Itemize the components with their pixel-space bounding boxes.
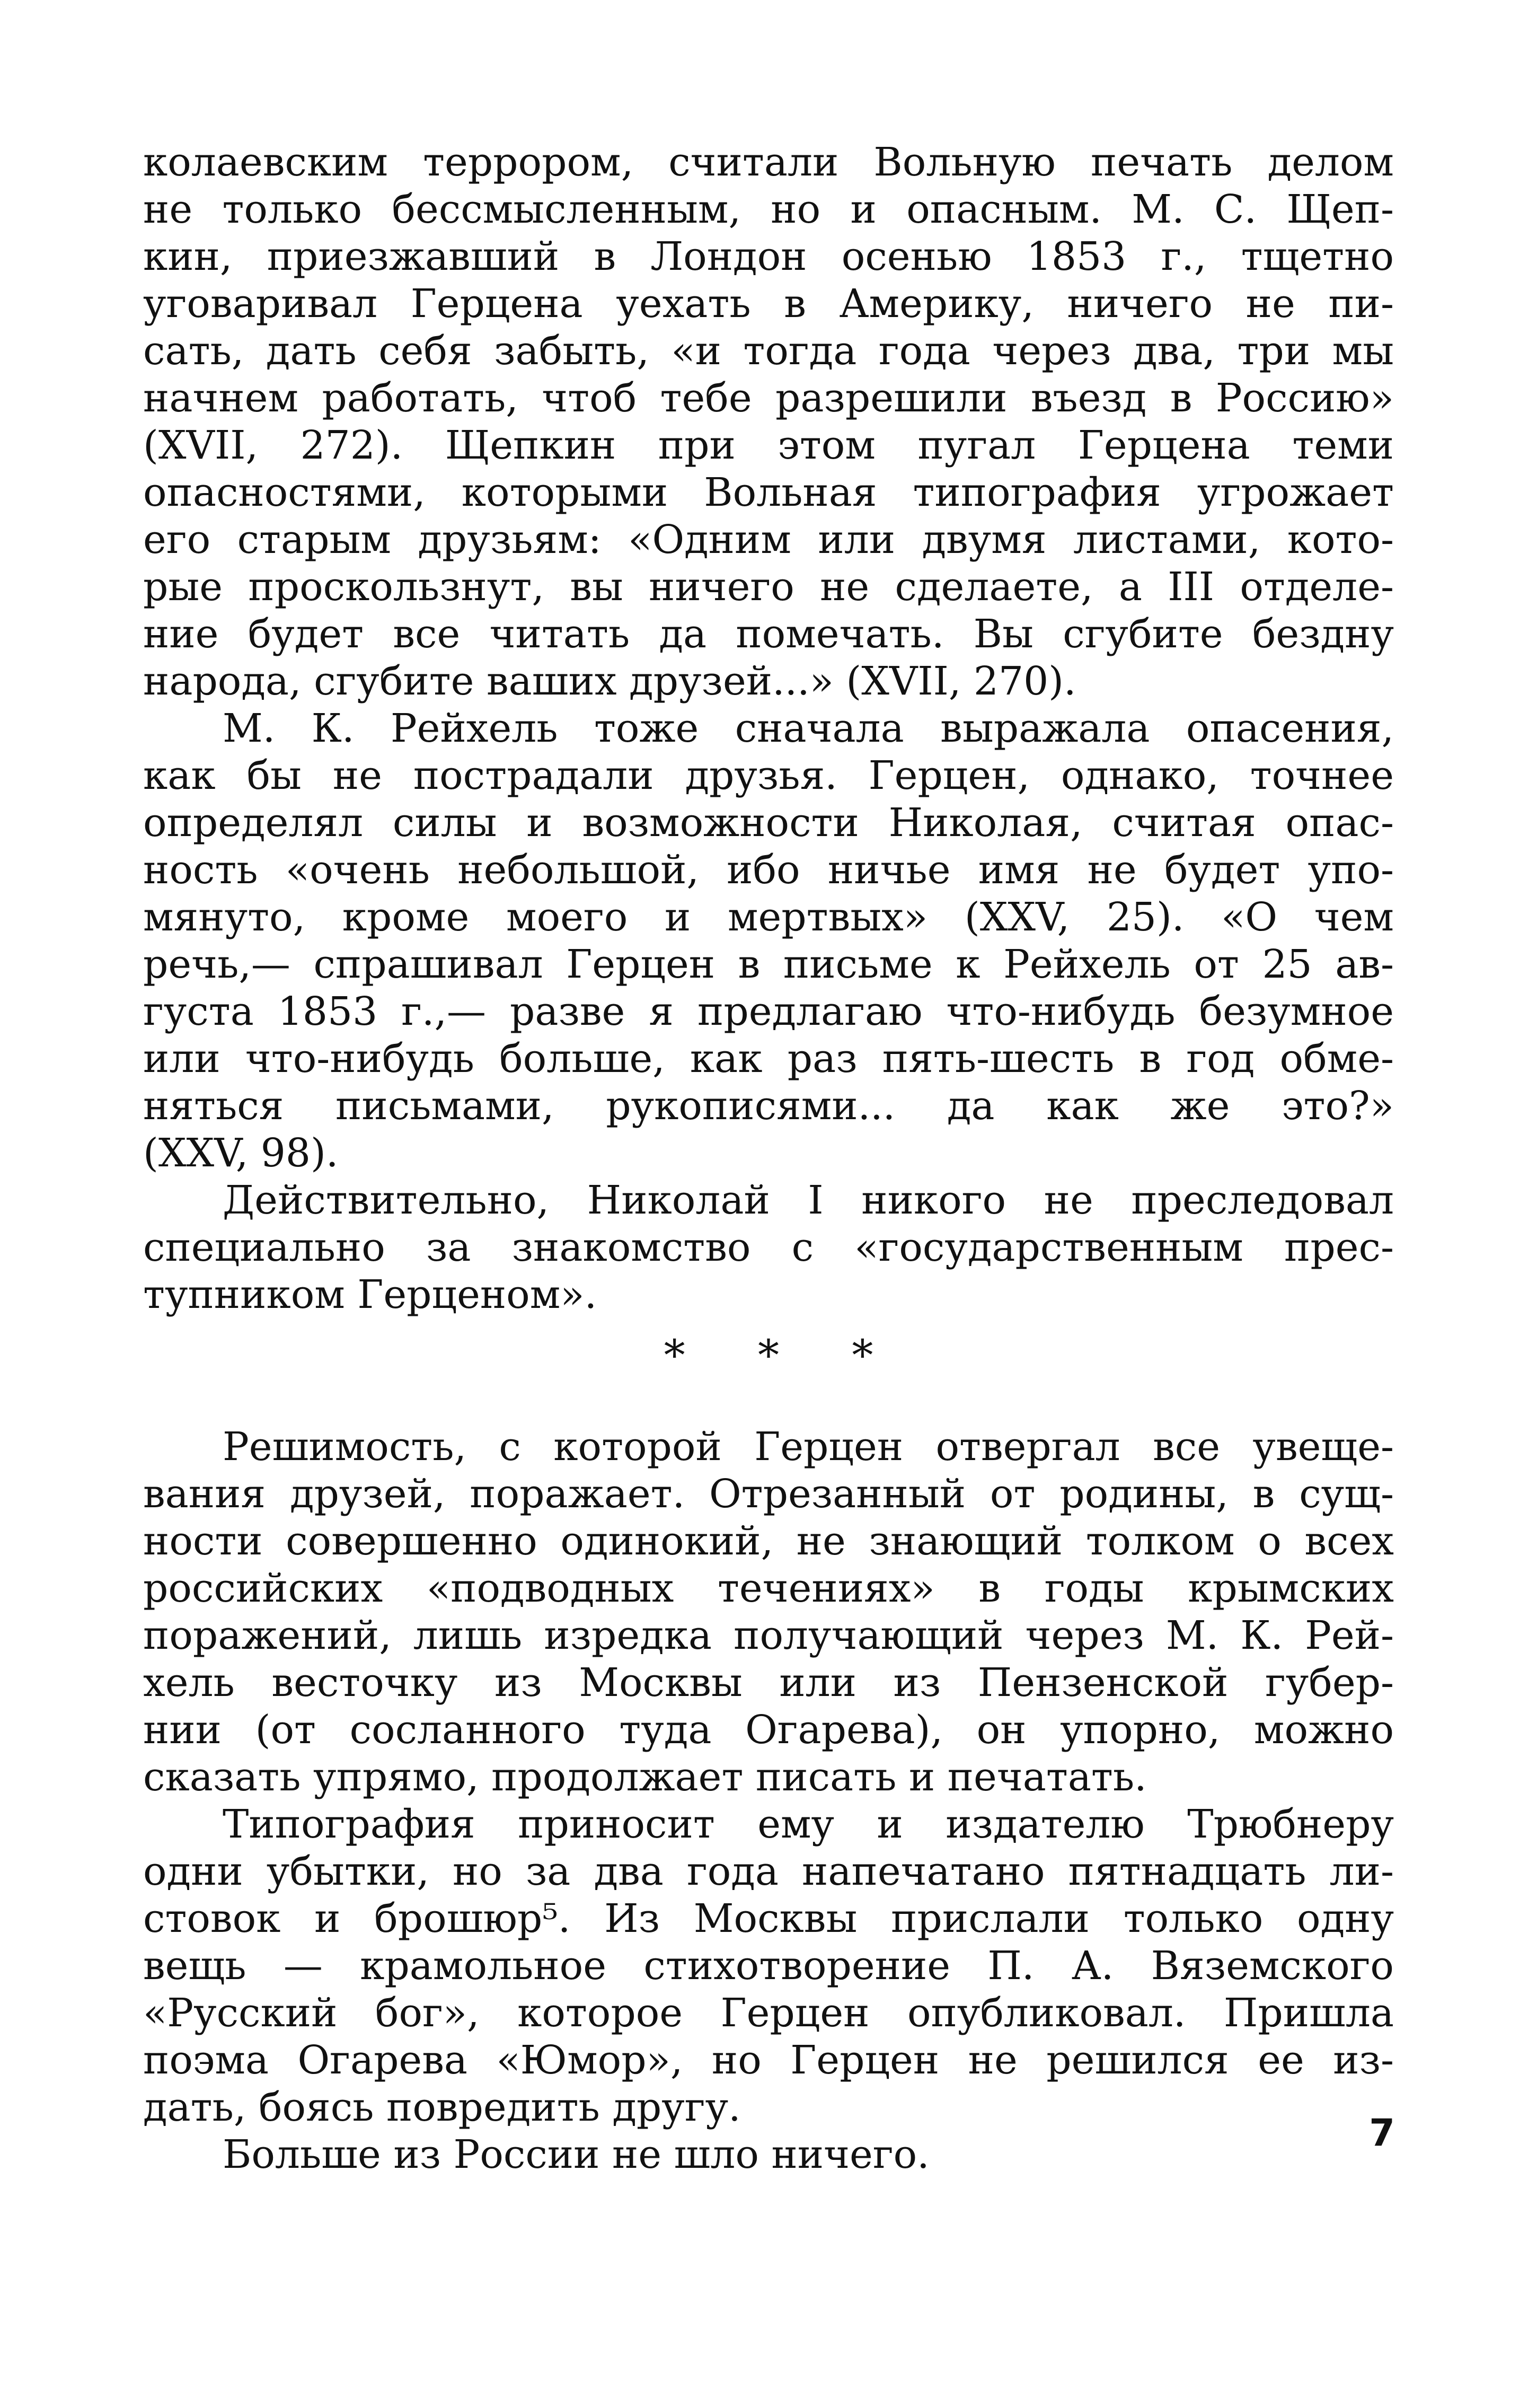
section-separator: * * * xyxy=(664,1331,903,1380)
text-line: специально за знакомство с «государственным прес- xyxy=(143,1225,1394,1270)
text-line: вания друзей, поражает. Отрезанный от родины, в сущ- xyxy=(143,1471,1394,1517)
text-line: одни убытки, но за два года напечатано пятнадцать ли- xyxy=(143,1849,1394,1894)
text-line: нии (от сосланного туда Огарева), он упорно, можно xyxy=(143,1707,1394,1753)
text-line: стовок и брошюр⁵. Из Москвы прислали только одну xyxy=(143,1896,1394,1941)
text-line: хель весточку из Москвы или из Пензенской губер- xyxy=(143,1660,1394,1706)
text-line: уговаривал Герцена уехать в Америку, ничего не пи- xyxy=(143,281,1394,327)
text-line: ние будет все читать да помечать. Вы сгубите бездну xyxy=(143,611,1394,657)
page-number: 7 xyxy=(1369,2111,1395,2155)
text-line: тупником Герценом». xyxy=(143,1272,597,1317)
text-line: российских «подводных течениях» в годы крымских xyxy=(143,1566,1394,1611)
text-line: опасностями, которыми Вольная типография угрожает xyxy=(143,470,1394,515)
text-line: речь,— спрашивал Герцен в письме к Рейхель от 25 ав- xyxy=(143,942,1394,987)
text-line: определял силы и возможности Николая, считая опас- xyxy=(143,800,1394,846)
text-line: его старым друзьям: «Одним или двумя листами, кото- xyxy=(143,517,1394,563)
text-line: дать, боясь повредить другу. xyxy=(143,2085,741,2130)
text-line: М. К. Рейхель тоже сначала выражала опасения, xyxy=(223,706,1394,751)
text-line: Типография приносит ему и издателю Трюбнеру xyxy=(223,1801,1394,1847)
text-line: народа, сгубите ваших друзей...» (XVII, 270). xyxy=(143,658,1076,704)
text-line: кин, приезжавший в Лондон осенью 1853 г., тщетно xyxy=(143,234,1394,279)
paragraph xyxy=(143,2131,1394,2178)
text-line: сказать упрямо, продолжает писать и печатать. xyxy=(143,1754,1147,1800)
paragraph xyxy=(143,1177,1394,1319)
text-line: начнем работать, чтоб тебе разрешили въезд в Россию» xyxy=(143,375,1394,421)
text-line: густа 1853 г.,— разве я предлагаю что-нибудь безумное xyxy=(143,989,1394,1034)
text-line: поэма Огарева «Юмор», но Герцен не решился ее из- xyxy=(143,2037,1394,2083)
text-line: (XVII, 272). Щепкин при этом пугал Герцена теми xyxy=(143,423,1394,468)
text-line: не только бессмысленным, но и опасным. М. С. Щеп- xyxy=(143,187,1394,232)
text-line: няться письмами, рукописями... да как же это?» xyxy=(143,1083,1394,1129)
text-line: Решимость, с которой Герцен отвергал все увеще- xyxy=(223,1424,1394,1470)
text-line: мянуто, кроме моего и мертвых» (XXV, 25). «О чем xyxy=(143,894,1394,940)
text-line: ности совершенно одинокий, не знающий толком о всех xyxy=(143,1518,1394,1564)
text-line: как бы не пострадали друзья. Герцен, однако, точнее xyxy=(143,753,1394,798)
text-line: «Русский бог», которое Герцен опубликовал. Пришла xyxy=(143,1990,1394,2036)
text-line: (XXV, 98). xyxy=(143,1130,339,1176)
section-gap xyxy=(143,1393,1394,1423)
text-line: рые проскользнут, вы ничего не сделаете, а III отделе- xyxy=(143,564,1394,610)
text-line: вещь — крамольное стихотворение П. А. Вяземского xyxy=(143,1943,1394,1989)
text-line: колаевским террором, считали Вольную печать делом xyxy=(143,139,1394,185)
text-line: или что-нибудь больше, как раз пять-шесть в год обме- xyxy=(143,1036,1394,1082)
text-line: Действительно, Николай I никого не преследовал xyxy=(223,1177,1394,1223)
paragraph xyxy=(143,1801,1394,2131)
paragraph xyxy=(143,705,1394,1177)
paragraph xyxy=(143,1423,1394,1801)
text-line: поражений, лишь изредка получающий через М. К. Рей- xyxy=(143,1613,1394,1658)
text-line: сать, дать себя забыть, «и тогда года через два, три мы xyxy=(143,328,1394,374)
text-line: Больше из России не шло ничего. xyxy=(223,2132,930,2177)
paragraph xyxy=(143,139,1394,705)
body-text xyxy=(143,139,1394,2178)
text-line: ность «очень небольшой, ибо ничье имя не будет упо- xyxy=(143,847,1394,893)
